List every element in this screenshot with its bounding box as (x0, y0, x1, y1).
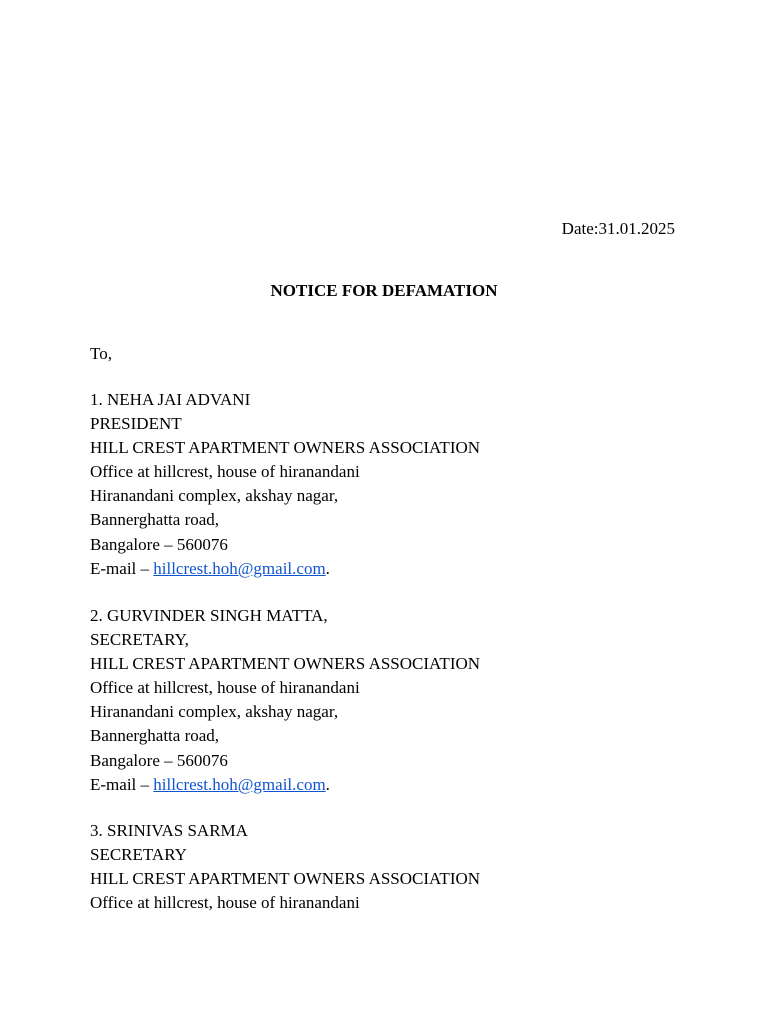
recipient-name: 1. NEHA JAI ADVANI (90, 390, 251, 409)
recipient-organization: HILL CREST APARTMENT OWNERS ASSOCIATION (90, 869, 481, 889)
recipient-designation: PRESIDENT (90, 414, 182, 434)
email-suffix: . (325, 774, 330, 794)
notice-title: NOTICE FOR DEFAMATION (270, 281, 498, 300)
recipient-block-2 (90, 604, 480, 797)
recipient-block-3 (90, 819, 480, 915)
email-prefix: E-mail – (90, 774, 154, 794)
recipient-address-line1: Office at hillcrest, house of hiranandani (90, 678, 360, 698)
email-link[interactable]: hillcrest.hoh@gmail.com (153, 558, 326, 578)
recipient-city: Bangalore – 560076 (90, 750, 228, 770)
recipient-address-line2: Hiranandani complex, akshay nagar, (90, 486, 339, 506)
recipient-address-line3: Bannerghatta road, (90, 510, 220, 530)
recipient-designation: SECRETARY (90, 845, 187, 865)
recipient-address-line2: Hiranandani complex, akshay nagar, (90, 702, 339, 722)
recipient-organization: HILL CREST APARTMENT OWNERS ASSOCIATION (90, 654, 481, 674)
recipient-city: Bangalore – 560076 (90, 534, 228, 554)
recipient-name: 3. SRINIVAS SARMA (90, 821, 248, 840)
recipient-address-line1: Office at hillcrest, house of hiranandani (90, 462, 360, 482)
email-suffix: . (325, 558, 330, 578)
recipient-address-line1: Office at hillcrest, house of hiranandani (90, 893, 360, 913)
recipient-email-line (90, 773, 480, 797)
recipient-name: 2. GURVINDER SINGH MATTA, (90, 606, 328, 625)
recipient-designation: SECRETARY, (90, 630, 189, 650)
email-prefix: E-mail – (90, 558, 154, 578)
salutation: To, (90, 344, 112, 363)
email-link[interactable]: hillcrest.hoh@gmail.com (153, 774, 326, 794)
notice-date: Date:31.01.2025 (561, 219, 675, 238)
recipient-block-1 (90, 388, 480, 581)
recipient-address-line3: Bannerghatta road, (90, 726, 220, 746)
recipient-email-line (90, 557, 480, 581)
recipient-organization: HILL CREST APARTMENT OWNERS ASSOCIATION (90, 438, 481, 458)
